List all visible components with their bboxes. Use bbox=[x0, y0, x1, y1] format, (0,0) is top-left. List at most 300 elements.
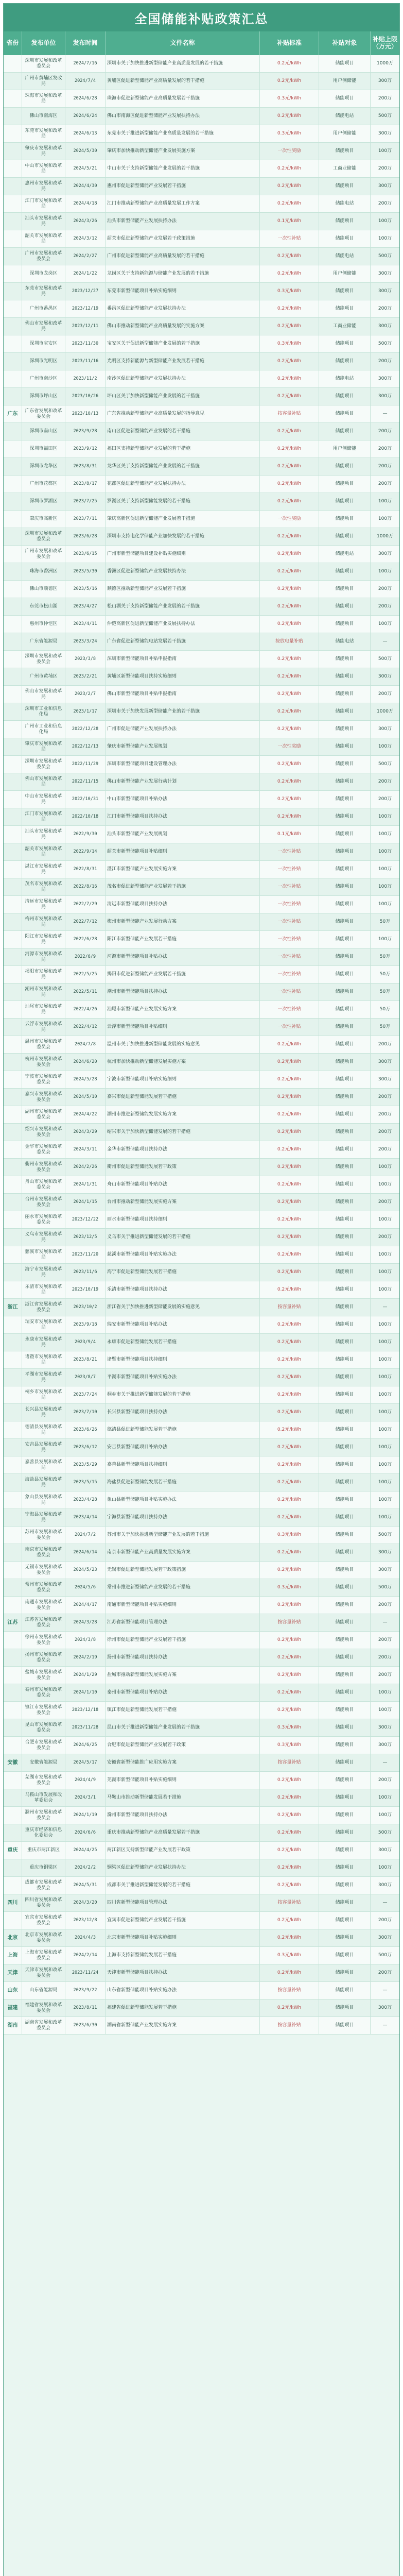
row-cap: 100万 bbox=[378, 1497, 392, 1503]
table-row bbox=[4, 1737, 399, 1754]
table-row bbox=[4, 1842, 399, 1859]
header-cap: 补贴上限（万元） bbox=[372, 36, 397, 50]
table-row bbox=[4, 861, 399, 878]
row-province: 福建 bbox=[4, 1999, 22, 2016]
row-scope: 储能项目 bbox=[319, 230, 371, 247]
row-standard: 0.3元/kWh bbox=[260, 283, 319, 300]
row-doc-title: 泰州市新型储能项目补贴办法 bbox=[106, 1684, 260, 1701]
row-province bbox=[4, 1036, 22, 1053]
table-row bbox=[4, 1947, 399, 1964]
row-doc-title: 龙岗区关于支持新能源与储能产业发展的若干措施 bbox=[106, 265, 260, 282]
row-standard: 一次性补贴 bbox=[260, 1019, 319, 1036]
row-date: 2022/10/31 bbox=[65, 791, 106, 808]
row-date: 2023/4/28 bbox=[65, 1492, 106, 1509]
row-scope: 储能项目 bbox=[319, 878, 371, 895]
row-date: 2022/11/15 bbox=[65, 773, 106, 790]
table-row bbox=[4, 213, 399, 230]
table-row bbox=[4, 1982, 399, 1999]
row-dept: 揭阳市发展和改革局 bbox=[22, 966, 65, 983]
row-cap: 100万 bbox=[378, 621, 392, 627]
row-standard: 0.2元/kWh bbox=[260, 756, 319, 773]
row-doc-title: 象山县新型储能项目补贴实施办法 bbox=[106, 1492, 260, 1509]
row-province: 湖南 bbox=[4, 2017, 22, 2034]
row-standard: 0.2元/kWh bbox=[260, 248, 319, 265]
row-date: 2023/12/8 bbox=[65, 1912, 106, 1929]
row-cap: 50万 bbox=[379, 919, 391, 925]
table-row bbox=[4, 1579, 399, 1597]
row-standard: 0.2元/kWh bbox=[260, 1772, 319, 1789]
row-dept: 浙江省发展和改革委员会 bbox=[22, 1299, 65, 1316]
row-scope: 用户侧储能 bbox=[319, 265, 371, 282]
row-dept: 芜湖市发展和改革委员会 bbox=[22, 1772, 65, 1789]
row-dept: 广东省发展和改革委员会 bbox=[22, 405, 65, 422]
row-cap: 200万 bbox=[378, 1655, 392, 1660]
row-date: 2023/8/11 bbox=[65, 1999, 106, 2016]
row-doc-title: 海盐县促进新型储能发展若干措施 bbox=[106, 1474, 260, 1491]
row-doc-title: 番禺区促进新型储能产业发展扶持办法 bbox=[106, 300, 260, 317]
row-date: 2024/6/25 bbox=[65, 1737, 106, 1754]
row-standard: 0.3元/kWh bbox=[260, 1737, 319, 1754]
row-cap: 100万 bbox=[378, 1795, 392, 1801]
table-row bbox=[4, 703, 399, 721]
row-doc-title: 江苏省新型储能项目管理办法 bbox=[106, 1614, 260, 1631]
row-dept: 东莞市发展和改革局 bbox=[22, 125, 65, 142]
row-date: 2023/10/13 bbox=[65, 405, 106, 422]
row-doc-title: 清远市新型储能项目扶持办法 bbox=[106, 896, 260, 913]
row-dept: 海宁市发展和改革局 bbox=[22, 1264, 65, 1281]
row-dept: 永康市发展和改革局 bbox=[22, 1334, 65, 1351]
row-doc-title: 瑞安市新型储能项目补贴办法 bbox=[106, 1316, 260, 1333]
row-dept: 徐州市发展和改革委员会 bbox=[22, 1632, 65, 1649]
row-standard: 0.2元/kWh bbox=[260, 721, 319, 738]
table-row bbox=[4, 1386, 399, 1404]
row-province bbox=[4, 1597, 22, 1614]
row-scope: 储能项目 bbox=[319, 1054, 371, 1071]
row-province bbox=[4, 1194, 22, 1211]
table-row bbox=[4, 791, 399, 808]
row-scope: 储能项目 bbox=[319, 1982, 371, 1999]
row-province bbox=[4, 1632, 22, 1649]
row-date: 2023/1/17 bbox=[65, 703, 106, 720]
row-standard: 一次性补贴 bbox=[260, 896, 319, 913]
row-scope: 用户侧储能 bbox=[319, 440, 371, 457]
table-row bbox=[4, 808, 399, 826]
row-scope: 储能项目 bbox=[319, 1404, 371, 1421]
row-province: 浙江 bbox=[4, 1299, 22, 1316]
row-province bbox=[4, 1386, 22, 1403]
row-province bbox=[4, 1509, 22, 1526]
row-doc-title: 苏州市关于加快推进新型储能产业发展的若干措施 bbox=[106, 1527, 260, 1544]
row-dept: 南通市发展和改革委员会 bbox=[22, 1597, 65, 1614]
row-dept: 德清县发展和改革局 bbox=[22, 1421, 65, 1438]
row-standard: 0.2元/kWh bbox=[260, 808, 319, 825]
row-cap: — bbox=[382, 639, 388, 645]
row-date: 2024/4/17 bbox=[65, 1597, 106, 1614]
row-date: 2022/4/12 bbox=[65, 1019, 106, 1036]
row-scope: 储能项目 bbox=[319, 931, 371, 948]
row-date: 2023/9/12 bbox=[65, 440, 106, 457]
row-scope: 储能项目 bbox=[319, 1281, 371, 1298]
row-doc-title: 扬州市新型储能项目扶持办法 bbox=[106, 1649, 260, 1666]
row-standard: 0.1元/kWh bbox=[260, 213, 319, 230]
row-scope: 储能项目 bbox=[319, 1211, 371, 1228]
row-standard: 0.2元/kWh bbox=[260, 388, 319, 405]
row-standard: 0.2元/kWh bbox=[260, 265, 319, 282]
row-standard: 0.2元/kWh bbox=[260, 703, 319, 720]
row-standard: 0.2元/kWh bbox=[260, 458, 319, 475]
table-row bbox=[4, 1807, 399, 1824]
row-scope: 储能项目 bbox=[319, 581, 371, 598]
row-doc-title: 丽水市新型储能项目扶持细则 bbox=[106, 1211, 260, 1228]
row-dept: 重庆市铜梁区 bbox=[22, 1859, 65, 1876]
row-standard: 0.2元/kWh bbox=[260, 546, 319, 563]
row-standard: 0.2元/kWh bbox=[260, 773, 319, 790]
row-standard: 0.3元/kWh bbox=[260, 1527, 319, 1544]
row-date: 2024/6/13 bbox=[65, 125, 106, 142]
row-standard: 0.2元/kWh bbox=[260, 1492, 319, 1509]
row-dept: 江门市发展和改革局 bbox=[22, 195, 65, 212]
table-row bbox=[4, 913, 399, 931]
row-doc-title: 盐城市推动新型储能发展实施方案 bbox=[106, 1667, 260, 1684]
row-dept: 汕头市发展和改革局 bbox=[22, 826, 65, 843]
row-province bbox=[4, 1054, 22, 1071]
table-row bbox=[4, 248, 399, 265]
table-row bbox=[4, 616, 399, 633]
row-province bbox=[4, 1351, 22, 1368]
row-date: 2022/11/29 bbox=[65, 756, 106, 773]
row-cap: 100万 bbox=[378, 1322, 392, 1328]
row-province bbox=[4, 1824, 22, 1841]
row-dept: 汕尾市发展和改革局 bbox=[22, 1001, 65, 1018]
row-cap: 500万 bbox=[378, 113, 392, 119]
row-standard: 按容量补贴 bbox=[260, 1754, 319, 1771]
header-standard: 补贴标准 bbox=[260, 31, 319, 55]
row-province bbox=[4, 931, 22, 948]
row-date: 2023/5/16 bbox=[65, 581, 106, 598]
row-doc-title: 南山区促进新型储能产业发展的若干措施 bbox=[106, 423, 260, 440]
row-province bbox=[4, 791, 22, 808]
row-standard: 一次性补贴 bbox=[260, 1001, 319, 1018]
row-standard: 0.2元/kWh bbox=[260, 300, 319, 317]
row-doc-title: 深圳市新型储能项目补贴申报指南 bbox=[106, 651, 260, 668]
row-date: 2024/4/3 bbox=[65, 1929, 106, 1946]
row-standard: 一次性奖励 bbox=[260, 143, 319, 160]
row-scope: 储能项目 bbox=[319, 335, 371, 352]
row-province bbox=[4, 178, 22, 195]
row-scope: 储能项目 bbox=[319, 1369, 371, 1386]
row-standard: 0.2元/kWh bbox=[260, 686, 319, 703]
row-cap: 200万 bbox=[378, 306, 392, 312]
row-standard: 0.2元/kWh bbox=[260, 668, 319, 685]
row-scope: 储能项目 bbox=[319, 1264, 371, 1281]
row-date: 2024/6/14 bbox=[65, 1544, 106, 1561]
row-doc-title: 重庆市推动新型储能产业高质量发展若干措施 bbox=[106, 1824, 260, 1841]
table-row bbox=[4, 1316, 399, 1334]
row-province bbox=[4, 1912, 22, 1929]
table-row bbox=[4, 283, 399, 300]
row-standard: 0.2元/kWh bbox=[260, 1509, 319, 1526]
row-date: 2022/9/30 bbox=[65, 826, 106, 843]
row-province bbox=[4, 1439, 22, 1456]
row-doc-title: 汕头市新型储能产业发展扶持办法 bbox=[106, 213, 260, 230]
row-standard: 0.2元/kWh bbox=[260, 651, 319, 668]
row-doc-title: 东莞市关于推进新型储能产业高质量发展的若干措施 bbox=[106, 125, 260, 142]
row-standard: 0.2元/kWh bbox=[260, 1211, 319, 1228]
row-dept: 佛山市南海区 bbox=[22, 108, 65, 125]
row-dept: 广州市花都区 bbox=[22, 476, 65, 493]
row-doc-title: 汕尾市新型储能产业发展实施方案 bbox=[106, 1001, 260, 1018]
table-row bbox=[4, 1404, 399, 1421]
row-scope: 储能电站 bbox=[319, 633, 371, 650]
row-date: 2024/4/25 bbox=[65, 1842, 106, 1859]
row-cap: 100万 bbox=[378, 148, 392, 154]
row-standard: 0.3元/kWh bbox=[260, 90, 319, 107]
row-dept: 惠州市仲恺区 bbox=[22, 616, 65, 633]
row-standard: 0.3元/kWh bbox=[260, 1719, 319, 1736]
row-doc-title: 安徽省新型储能推广应用实施方案 bbox=[106, 1754, 260, 1771]
row-province bbox=[4, 546, 22, 563]
row-doc-title: 无锡市促进新型储能发展若干政策措施 bbox=[106, 1562, 260, 1579]
row-dept: 深圳市宝安区 bbox=[22, 335, 65, 352]
row-province bbox=[4, 896, 22, 913]
row-cap: 1000万 bbox=[377, 61, 393, 66]
row-doc-title: 中山市新型储能项目补贴办法 bbox=[106, 791, 260, 808]
row-scope: 储能项目 bbox=[319, 213, 371, 230]
row-province bbox=[4, 913, 22, 930]
row-province: 四川 bbox=[4, 1894, 22, 1911]
row-dept: 北京市发展和改革委员会 bbox=[22, 1929, 65, 1946]
row-province bbox=[4, 55, 22, 72]
row-province bbox=[4, 476, 22, 493]
row-province bbox=[4, 1316, 22, 1333]
row-cap: 200万 bbox=[378, 604, 392, 609]
table-row bbox=[4, 423, 399, 440]
row-cap: 500万 bbox=[378, 1585, 392, 1590]
row-province: 北京 bbox=[4, 1929, 22, 1946]
row-dept: 南京市发展和改革委员会 bbox=[22, 1544, 65, 1561]
row-cap: 300万 bbox=[378, 1059, 392, 1065]
row-dept: 潮州市发展和改革局 bbox=[22, 984, 65, 1001]
row-standard: 0.2元/kWh bbox=[260, 1404, 319, 1421]
row-province bbox=[4, 1071, 22, 1088]
row-province: 重庆 bbox=[4, 1842, 22, 1859]
row-scope: 储能项目 bbox=[319, 476, 371, 493]
row-scope: 储能项目 bbox=[319, 1772, 371, 1789]
row-standard: 0.2元/kWh bbox=[260, 318, 319, 335]
row-date: 2024/4/9 bbox=[65, 1772, 106, 1789]
row-doc-title: 阳江市新型储能产业发展若干措施 bbox=[106, 931, 260, 948]
row-date: 2022/6/9 bbox=[65, 948, 106, 965]
row-doc-title: 肇庆市加快推动新型储能产业发展实施方案 bbox=[106, 143, 260, 160]
table-row bbox=[4, 1999, 399, 2017]
row-doc-title: 广州市促进储能产业发展扶持办法 bbox=[106, 721, 260, 738]
row-date: 2024/6/24 bbox=[65, 108, 106, 125]
row-date: 2024/3/8 bbox=[65, 1632, 106, 1649]
row-dept: 安吉县发展和改革局 bbox=[22, 1439, 65, 1456]
row-scope: 储能电站 bbox=[319, 370, 371, 387]
row-doc-title: 宜宾市促进新型储能产业发展若干措施 bbox=[106, 1912, 260, 1929]
row-scope: 储能项目 bbox=[319, 1351, 371, 1368]
row-cap: 200万 bbox=[378, 1672, 392, 1678]
row-cap: 300万 bbox=[378, 1550, 392, 1555]
row-dept: 广州市南沙区 bbox=[22, 370, 65, 387]
row-standard: 按容量补贴 bbox=[260, 1614, 319, 1631]
table-row bbox=[4, 1229, 399, 1246]
row-province bbox=[4, 160, 22, 177]
row-scope: 储能项目 bbox=[319, 1684, 371, 1701]
row-cap: 50万 bbox=[379, 989, 391, 995]
row-date: 2023/11/30 bbox=[65, 335, 106, 352]
row-scope: 储能项目 bbox=[319, 1334, 371, 1351]
row-province bbox=[4, 125, 22, 142]
row-province bbox=[4, 493, 22, 510]
row-date: 2023/6/30 bbox=[65, 2017, 106, 2034]
row-cap: 500万 bbox=[378, 341, 392, 347]
row-dept: 深圳市坪山区 bbox=[22, 388, 65, 405]
table-row bbox=[4, 546, 399, 563]
row-standard: 0.2元/kWh bbox=[260, 195, 319, 212]
row-standard: 0.2元/kWh bbox=[260, 1369, 319, 1386]
table-row bbox=[4, 440, 399, 458]
policy-summary-sheet bbox=[3, 3, 400, 2576]
row-scope: 储能项目 bbox=[319, 651, 371, 668]
row-date: 2023/9/22 bbox=[65, 1982, 106, 1999]
row-cap: 300万 bbox=[378, 183, 392, 189]
row-scope: 储能项目 bbox=[319, 826, 371, 843]
row-province bbox=[4, 1159, 22, 1176]
row-doc-title: 香洲区促进新型储能产业发展扶持办法 bbox=[106, 563, 260, 580]
row-cap: — bbox=[382, 1900, 388, 1906]
page-title: 全国储能补贴政策汇总 bbox=[4, 4, 399, 31]
row-scope: 储能项目 bbox=[319, 703, 371, 720]
row-doc-title: 仲恺高新区促进新型储能产业发展扶持办法 bbox=[106, 616, 260, 633]
row-province bbox=[4, 335, 22, 352]
row-standard: 0.2元/kWh bbox=[260, 1474, 319, 1491]
row-dept: 象山县发展和改革局 bbox=[22, 1492, 65, 1509]
row-doc-title: 佛山市新型储能项目补贴申报指南 bbox=[106, 686, 260, 703]
row-date: 2022/8/16 bbox=[65, 878, 106, 895]
row-doc-title: 南通市新型储能项目补贴实施细则 bbox=[106, 1597, 260, 1614]
row-date: 2023/8/17 bbox=[65, 476, 106, 493]
row-dept: 重庆市两江新区 bbox=[22, 1842, 65, 1859]
row-province bbox=[4, 808, 22, 825]
row-doc-title: 佛山市推动新型储能产业高质量发展的实施方案 bbox=[106, 318, 260, 335]
row-standard: 0.2元/kWh bbox=[260, 1386, 319, 1403]
row-date: 2023/4/14 bbox=[65, 1509, 106, 1526]
row-scope: 储能项目 bbox=[319, 1036, 371, 1053]
row-province bbox=[4, 318, 22, 335]
row-date: 2023/12/27 bbox=[65, 283, 106, 300]
row-dept: 云浮市发展和改革局 bbox=[22, 1019, 65, 1036]
row-cap: 200万 bbox=[378, 464, 392, 469]
row-cap: 200万 bbox=[378, 166, 392, 172]
row-doc-title: 安吉县新型储能项目补贴办法 bbox=[106, 1439, 260, 1456]
row-province bbox=[4, 528, 22, 545]
table-row bbox=[4, 563, 399, 581]
row-doc-title: 义乌市关于推进新型储能发展的若干措施 bbox=[106, 1229, 260, 1246]
row-cap: 300万 bbox=[378, 1567, 392, 1573]
row-dept: 盐城市发展和改革委员会 bbox=[22, 1667, 65, 1684]
row-doc-title: 顺德区推动新型储能产业发展若干措施 bbox=[106, 581, 260, 598]
row-dept: 丽水市发展和改革委员会 bbox=[22, 1211, 65, 1228]
row-cap: 100万 bbox=[378, 516, 392, 522]
row-scope: 储能项目 bbox=[319, 1194, 371, 1211]
table-row bbox=[4, 738, 399, 756]
table-row bbox=[4, 1281, 399, 1299]
row-standard: 0.2元/kWh bbox=[260, 160, 319, 177]
row-date: 2024/1/15 bbox=[65, 1194, 106, 1211]
row-date: 2023/11/6 bbox=[65, 1264, 106, 1281]
row-doc-title: 佛山市南海区促进新型储能产业发展扶持办法 bbox=[106, 108, 260, 125]
row-doc-title: 罗湖区关于支持新型储能发展的若干措施 bbox=[106, 493, 260, 510]
row-cap: 100万 bbox=[378, 744, 392, 750]
row-doc-title: 长兴县新型储能项目扶持办法 bbox=[106, 1404, 260, 1421]
row-province bbox=[4, 703, 22, 720]
table-row bbox=[4, 1527, 399, 1544]
row-dept: 山东省能源局 bbox=[22, 1982, 65, 1999]
row-date: 2023/11/28 bbox=[65, 1719, 106, 1736]
row-standard: 0.2元/kWh bbox=[260, 1877, 319, 1894]
row-doc-title: 宁波市新型储能项目补贴实施细则 bbox=[106, 1071, 260, 1088]
row-cap: 100万 bbox=[378, 867, 392, 872]
row-province bbox=[4, 1474, 22, 1491]
row-standard: 0.3元/kWh bbox=[260, 125, 319, 142]
row-doc-title: 浙江省关于加快推进新型储能发展的实施意见 bbox=[106, 1299, 260, 1316]
row-doc-title: 海宁市促进新型储能发展若干措施 bbox=[106, 1264, 260, 1281]
table-row bbox=[4, 1719, 399, 1737]
table-row bbox=[4, 1702, 399, 1719]
row-province: 江苏 bbox=[4, 1614, 22, 1631]
table-row bbox=[4, 230, 399, 248]
row-doc-title: 广东省推动新型储能产业高质量发展的指导意见 bbox=[106, 405, 260, 422]
row-scope: 储能项目 bbox=[319, 721, 371, 738]
row-dept: 韶关市发展和改革局 bbox=[22, 230, 65, 247]
table-row bbox=[4, 826, 399, 843]
row-standard: 0.3元/kWh bbox=[260, 1947, 319, 1964]
row-dept: 湖州市发展和改革委员会 bbox=[22, 1106, 65, 1123]
row-dept: 杭州市发展和改革委员会 bbox=[22, 1054, 65, 1071]
row-date: 2024/5/6 bbox=[65, 1579, 106, 1596]
row-standard: 按容量补贴 bbox=[260, 1982, 319, 1999]
row-dept: 佛山市顺德区 bbox=[22, 581, 65, 598]
row-date: 2022/7/29 bbox=[65, 896, 106, 913]
row-province bbox=[4, 1649, 22, 1666]
table-row bbox=[4, 668, 399, 686]
table-row bbox=[4, 2017, 399, 2035]
row-scope: 储能项目 bbox=[319, 984, 371, 1001]
row-scope: 储能项目 bbox=[319, 1789, 371, 1806]
row-doc-title: 合肥市促进新型储能产业发展若干政策 bbox=[106, 1737, 260, 1754]
row-cap: 300万 bbox=[378, 394, 392, 399]
row-doc-title: 福建省促进新型储能发展若干措施 bbox=[106, 1999, 260, 2016]
row-date: 2023/9/18 bbox=[65, 1316, 106, 1333]
row-doc-title: 河源市新型储能项目补贴办法 bbox=[106, 948, 260, 965]
row-standard: 0.2元/kWh bbox=[260, 791, 319, 808]
table-row bbox=[4, 125, 399, 143]
row-doc-title: 永康市促进新型储能发展若干措施 bbox=[106, 1334, 260, 1351]
row-date: 2024/5/28 bbox=[65, 1071, 106, 1088]
row-standard: 0.2元/kWh bbox=[260, 1544, 319, 1561]
row-date: 2023/5/15 bbox=[65, 1474, 106, 1491]
table-row bbox=[4, 1141, 399, 1159]
row-date: 2023/12/5 bbox=[65, 1229, 106, 1246]
row-cap: 200万 bbox=[378, 201, 392, 207]
row-cap: — bbox=[382, 2023, 388, 2028]
row-cap: 300万 bbox=[378, 324, 392, 329]
row-scope: 储能项目 bbox=[319, 1929, 371, 1946]
row-doc-title: 镇江市促进新型储能发展若干措施 bbox=[106, 1702, 260, 1719]
row-date: 2023/6/12 bbox=[65, 1439, 106, 1456]
